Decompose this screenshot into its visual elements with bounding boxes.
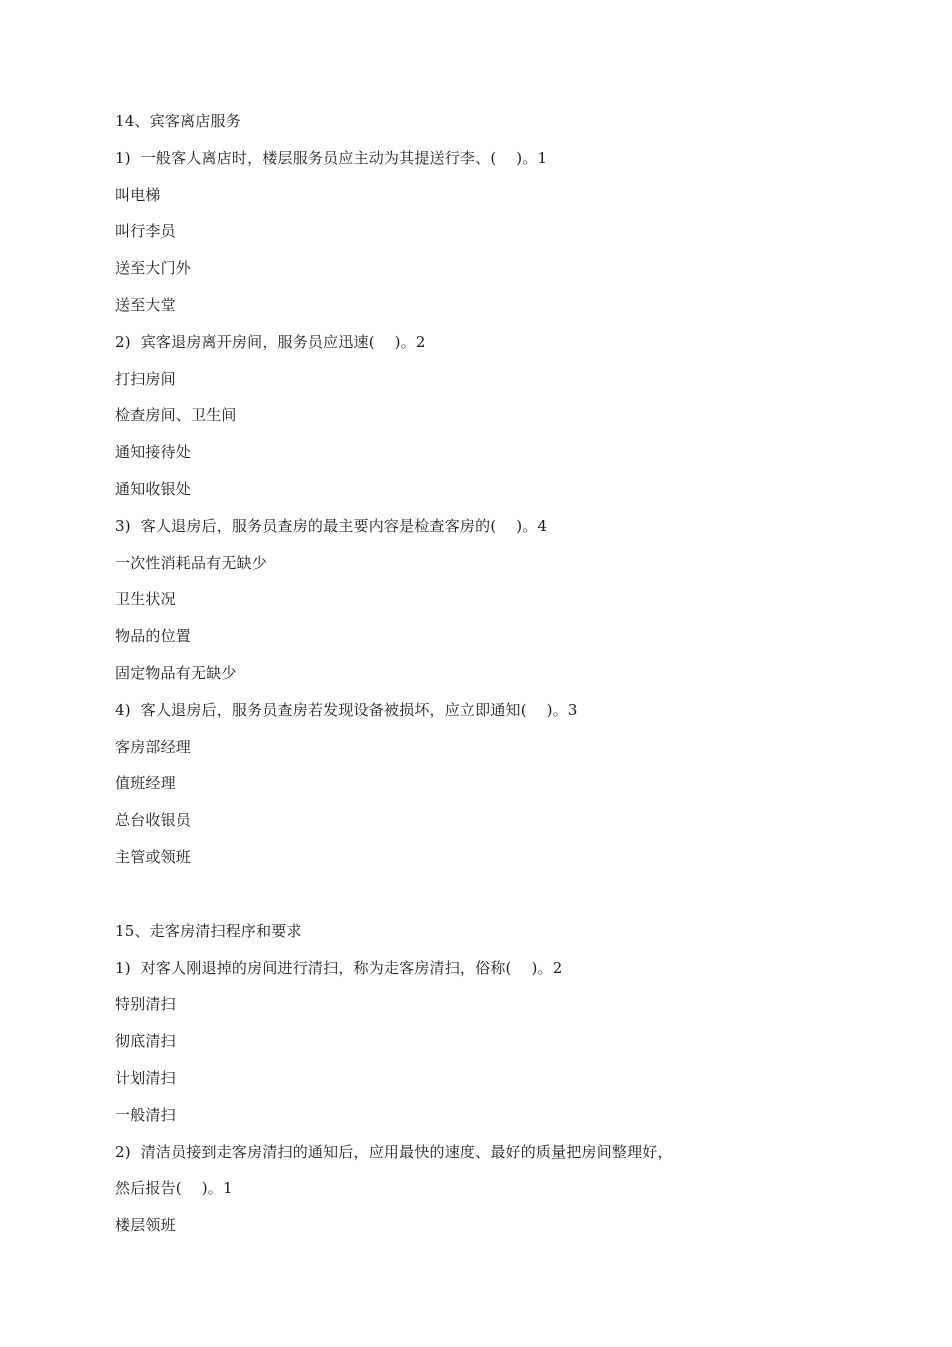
option: 通知收银处 <box>115 479 192 498</box>
option: 客房部经理 <box>115 737 192 756</box>
question-text: 4) 客人退房后，服务员查房若发现设备被损坏，应立即通知( )。3 <box>115 700 578 719</box>
option: 一般清扫 <box>115 1105 176 1124</box>
section-heading: 15、走客房清扫程序和要求 <box>115 921 302 940</box>
option: 通知接待处 <box>115 443 192 462</box>
option: 叫电梯 <box>115 185 161 204</box>
option: 彻底清扫 <box>115 1032 176 1051</box>
question-text: 1) 对客人刚退掉的房间进行清扫，称为走客房清扫，俗称( )。2 <box>115 958 563 977</box>
question-continuation: 然后报告( )。1 <box>115 1179 233 1198</box>
option: 物品的位置 <box>115 627 192 646</box>
option: 计划清扫 <box>115 1068 176 1087</box>
question-text: 1) 一般客人离店时，楼层服务员应主动为其提送行李、( )。1 <box>115 148 548 167</box>
option: 打扫房间 <box>115 369 176 388</box>
option: 楼层领班 <box>115 1216 176 1235</box>
option: 特别清扫 <box>115 995 176 1014</box>
option: 卫生状况 <box>115 590 176 609</box>
option: 固定物品有无缺少 <box>115 663 237 682</box>
option: 总台收银员 <box>115 811 192 830</box>
option: 值班经理 <box>115 774 176 793</box>
option: 送至大堂 <box>115 295 176 314</box>
option: 检查房间、卫生间 <box>115 406 237 425</box>
question-text: 2) 清洁员接到走客房清扫的通知后，应用最快的速度、最好的质量把房间整理好， <box>115 1142 673 1161</box>
option: 一次性消耗品有无缺少 <box>115 553 268 572</box>
question-text: 2) 宾客退房离开房间，服务员应迅速( )。2 <box>115 332 426 351</box>
option: 送至大门外 <box>115 259 192 278</box>
document-page <box>115 109 835 1250</box>
question-text: 3) 客人退房后，服务员查房的最主要内容是检查客房的( )。4 <box>115 516 548 535</box>
section-gap <box>115 882 835 919</box>
section-heading: 14、宾客离店服务 <box>115 112 241 130</box>
option: 叫行李员 <box>115 222 176 241</box>
option: 主管或领班 <box>115 847 192 866</box>
